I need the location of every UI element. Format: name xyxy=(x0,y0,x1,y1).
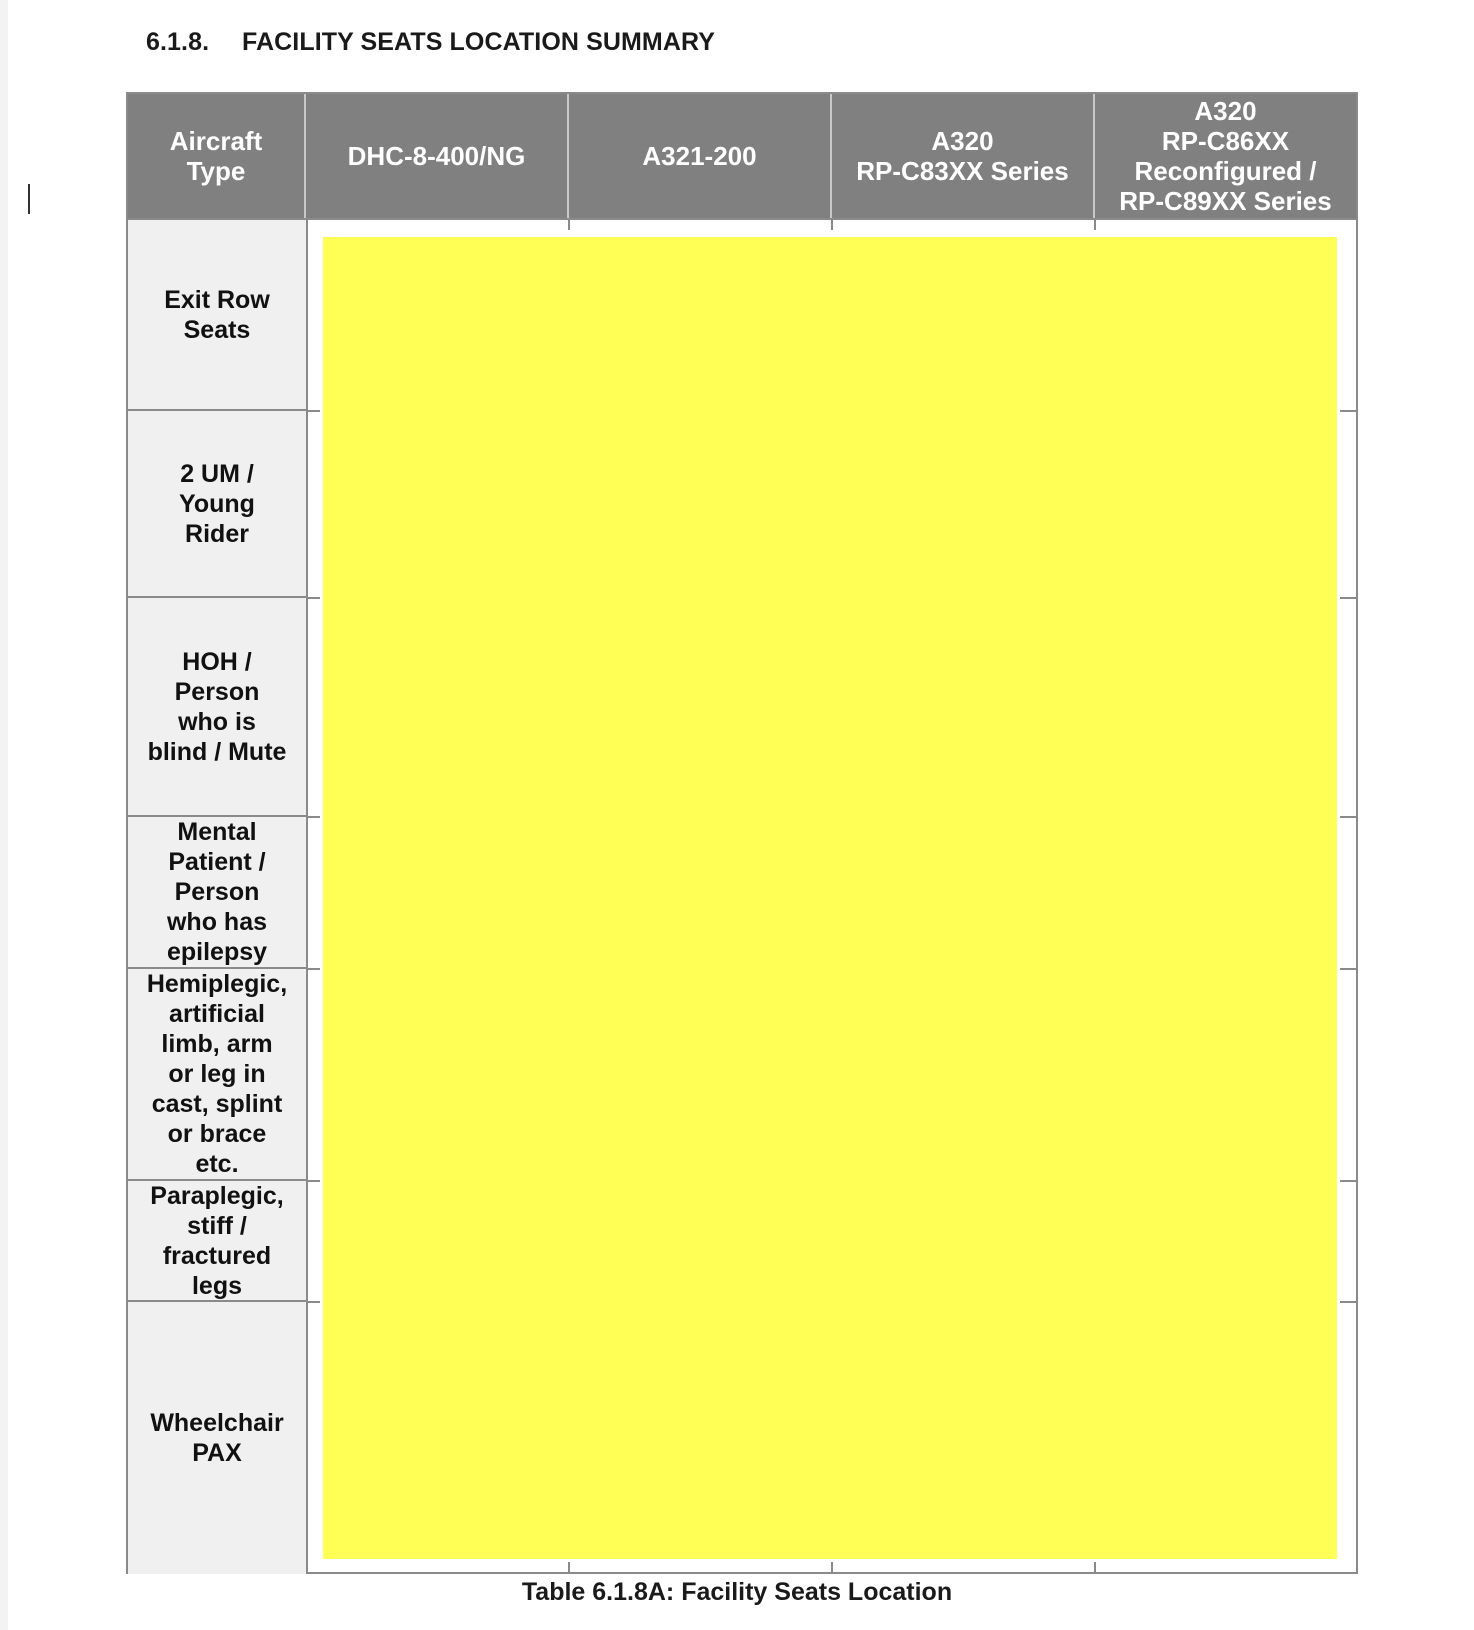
text-cursor xyxy=(28,184,30,214)
page-margin xyxy=(0,0,8,1630)
row-label-paraplegic: Paraplegic, stiff / fractured legs xyxy=(128,1181,306,1302)
row-divider-stub xyxy=(306,1180,320,1182)
row-divider-stub xyxy=(1340,816,1356,818)
column-divider-stub xyxy=(831,220,833,230)
row-divider-stub xyxy=(1340,410,1356,412)
facility-seats-table xyxy=(126,92,1358,1574)
redacted-content-block xyxy=(323,237,1337,1559)
table-header-row xyxy=(128,94,1356,220)
header-a321-200: A321-200 xyxy=(569,94,832,218)
row-divider-stub xyxy=(306,968,320,970)
row-divider-stub xyxy=(1340,1301,1356,1303)
row-label-exit-row-seats: Exit Row Seats xyxy=(128,220,306,411)
row-divider-stub xyxy=(1340,968,1356,970)
row-divider-stub xyxy=(306,1301,320,1303)
row-divider-stub xyxy=(306,597,320,599)
row-divider-stub xyxy=(306,816,320,818)
row-label-um-young-rider: 2 UM / Young Rider xyxy=(128,411,306,598)
row-divider-stub xyxy=(1340,1180,1356,1182)
row-divider-stub xyxy=(306,410,320,412)
header-aircraft-type: Aircraft Type xyxy=(128,94,306,218)
row-label-column xyxy=(128,220,308,1574)
row-label-hemiplegic: Hemiplegic, artificial limb, arm or leg in cast, splint or brace etc. xyxy=(128,969,306,1181)
table-caption: Table 6.1.8A: Facility Seats Location xyxy=(521,1578,953,1606)
row-divider-stub xyxy=(1340,597,1356,599)
column-divider-stub xyxy=(831,1562,833,1574)
header-dhc-8-400: DHC-8-400/NG xyxy=(306,94,569,218)
section-title: FACILITY SEATS LOCATION SUMMARY xyxy=(242,28,716,56)
section-number: 6.1.8. xyxy=(146,28,210,56)
section-heading xyxy=(146,28,715,57)
row-label-hoh-blind-mute: HOH / Person who is blind / Mute xyxy=(128,598,306,817)
column-divider-stub xyxy=(1094,1562,1096,1574)
column-divider-stub xyxy=(568,220,570,230)
row-label-wheelchair-pax: Wheelchair PAX xyxy=(150,1409,284,1467)
row-label-mental-patient: Mental Patient / Person who has epilepsy xyxy=(128,817,306,969)
column-divider-stub xyxy=(568,1562,570,1574)
header-a320-rp-c86xx: A320 RP-C86XX Reconfigured / RP-C89XX Series xyxy=(1119,96,1332,216)
column-divider-stub xyxy=(1094,220,1096,230)
header-a320-rp-c83xx: A320 RP-C83XX Series xyxy=(832,94,1095,218)
